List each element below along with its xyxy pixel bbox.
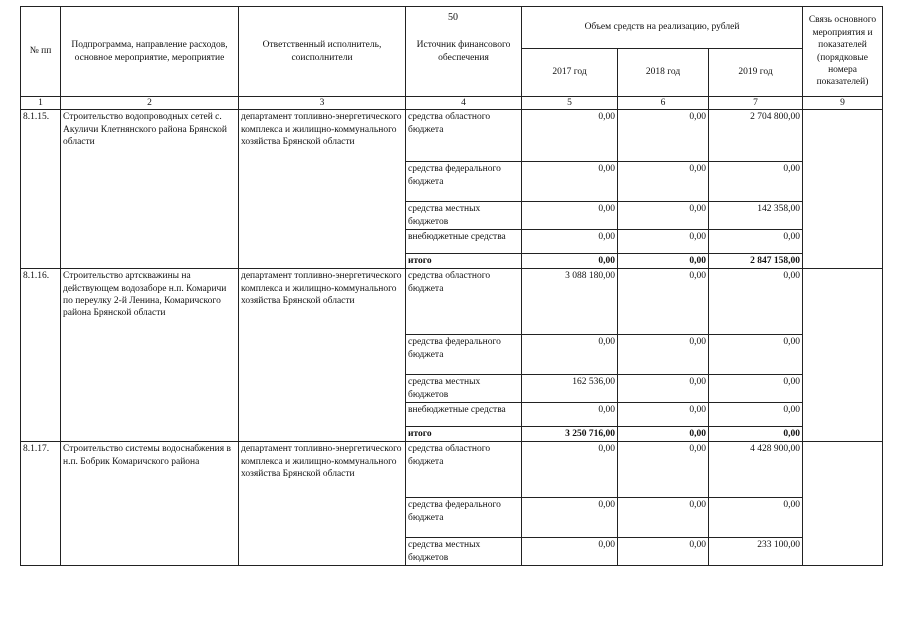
source-label: средства федерального бюджета <box>406 335 522 375</box>
source-label: средства федерального бюджета <box>406 162 522 202</box>
index-cell: 1 <box>21 97 61 110</box>
source-label: средства областного бюджета <box>406 269 522 335</box>
value-2018: 0,00 <box>618 335 709 375</box>
header-link: Связь основного мероприятия и показателей (порядковые номера показателей) <box>803 7 883 97</box>
value-2019: 0,00 <box>709 427 803 442</box>
value-2019: 0,00 <box>709 375 803 403</box>
value-2017: 0,00 <box>522 442 618 498</box>
source-label: средства местных бюджетов <box>406 375 522 403</box>
source-label: внебюджетные средства <box>406 403 522 427</box>
index-cell: 5 <box>522 97 618 110</box>
value-2017: 0,00 <box>522 254 618 269</box>
budget-table <box>20 6 883 566</box>
source-label: средства местных бюджетов <box>406 538 522 566</box>
value-2018: 0,00 <box>618 375 709 403</box>
header-volume: Объем средств на реализацию, рублей <box>522 7 803 49</box>
value-2017: 0,00 <box>522 498 618 538</box>
value-2017: 3 088 180,00 <box>522 269 618 335</box>
value-2019: 2 704 800,00 <box>709 110 803 162</box>
value-2017: 3 250 716,00 <box>522 427 618 442</box>
table-row <box>21 442 883 498</box>
value-2017: 0,00 <box>522 538 618 566</box>
value-2018: 0,00 <box>618 442 709 498</box>
link-cell <box>803 269 883 442</box>
row-name: Строительство водопроводных сетей с. Акуличи Клетнянского района Брянской области <box>61 110 239 269</box>
value-2019: 4 428 900,00 <box>709 442 803 498</box>
row-num: 8.1.17. <box>21 442 61 566</box>
value-2019: 2 847 158,00 <box>709 254 803 269</box>
value-2018: 0,00 <box>618 538 709 566</box>
value-2017: 0,00 <box>522 403 618 427</box>
row-name: Строительство системы водоснабжения в н.п. Бобрик Комаричского района <box>61 442 239 566</box>
link-cell <box>803 442 883 566</box>
row-executor: департамент топливно-энергетического комплекса и жилищно-коммунального хозяйства Брянской области <box>239 442 406 566</box>
value-2018: 0,00 <box>618 427 709 442</box>
value-2019: 142 358,00 <box>709 202 803 230</box>
value-2018: 0,00 <box>618 162 709 202</box>
value-2019: 0,00 <box>709 230 803 254</box>
source-label: итого <box>406 427 522 442</box>
value-2019: 0,00 <box>709 498 803 538</box>
header-2019: 2019 год <box>709 49 803 97</box>
index-cell: 4 <box>406 97 522 110</box>
source-label: средства областного бюджета <box>406 110 522 162</box>
index-cell: 6 <box>618 97 709 110</box>
index-cell: 7 <box>709 97 803 110</box>
value-2018: 0,00 <box>618 403 709 427</box>
source-label: средства областного бюджета <box>406 442 522 498</box>
header-program: Подпрограмма, направление расходов, основное мероприятие, мероприятие <box>61 7 239 97</box>
row-executor: департамент топливно-энергетического комплекса и жилищно-коммунального хозяйства Брянской области <box>239 269 406 442</box>
row-num: 8.1.16. <box>21 269 61 442</box>
value-2017: 162 536,00 <box>522 375 618 403</box>
page-number: 50 <box>448 12 458 23</box>
table-row <box>21 269 883 335</box>
link-cell <box>803 110 883 269</box>
value-2017: 0,00 <box>522 202 618 230</box>
header-executor: Ответственный исполнитель, соисполнители <box>239 7 406 97</box>
value-2019: 0,00 <box>709 162 803 202</box>
value-2018: 0,00 <box>618 110 709 162</box>
header-2017: 2017 год <box>522 49 618 97</box>
value-2017: 0,00 <box>522 335 618 375</box>
value-2018: 0,00 <box>618 269 709 335</box>
row-executor: департамент топливно-энергетического комплекса и жилищно-коммунального хозяйства Брянской области <box>239 110 406 269</box>
row-name: Строительство артскважины на действующем водозаборе н.п. Комаричи по переулку 2-й Ленина, Комаричского района Брянской области <box>61 269 239 442</box>
source-label: средства федерального бюджета <box>406 498 522 538</box>
value-2018: 0,00 <box>618 202 709 230</box>
index-cell: 3 <box>239 97 406 110</box>
source-label: средства местных бюджетов <box>406 202 522 230</box>
value-2018: 0,00 <box>618 498 709 538</box>
source-label: итого <box>406 254 522 269</box>
header-num: № пп <box>21 7 61 97</box>
header-source: Источник финансового обеспечения <box>406 7 522 97</box>
value-2018: 0,00 <box>618 230 709 254</box>
value-2019: 233 100,00 <box>709 538 803 566</box>
row-num: 8.1.15. <box>21 110 61 269</box>
table-row <box>21 110 883 162</box>
header-2018: 2018 год <box>618 49 709 97</box>
index-cell: 2 <box>61 97 239 110</box>
value-2019: 0,00 <box>709 269 803 335</box>
index-row <box>21 97 883 110</box>
source-label: внебюджетные средства <box>406 230 522 254</box>
value-2017: 0,00 <box>522 110 618 162</box>
value-2018: 0,00 <box>618 254 709 269</box>
index-cell: 9 <box>803 97 883 110</box>
value-2019: 0,00 <box>709 335 803 375</box>
value-2019: 0,00 <box>709 403 803 427</box>
value-2017: 0,00 <box>522 162 618 202</box>
value-2017: 0,00 <box>522 230 618 254</box>
